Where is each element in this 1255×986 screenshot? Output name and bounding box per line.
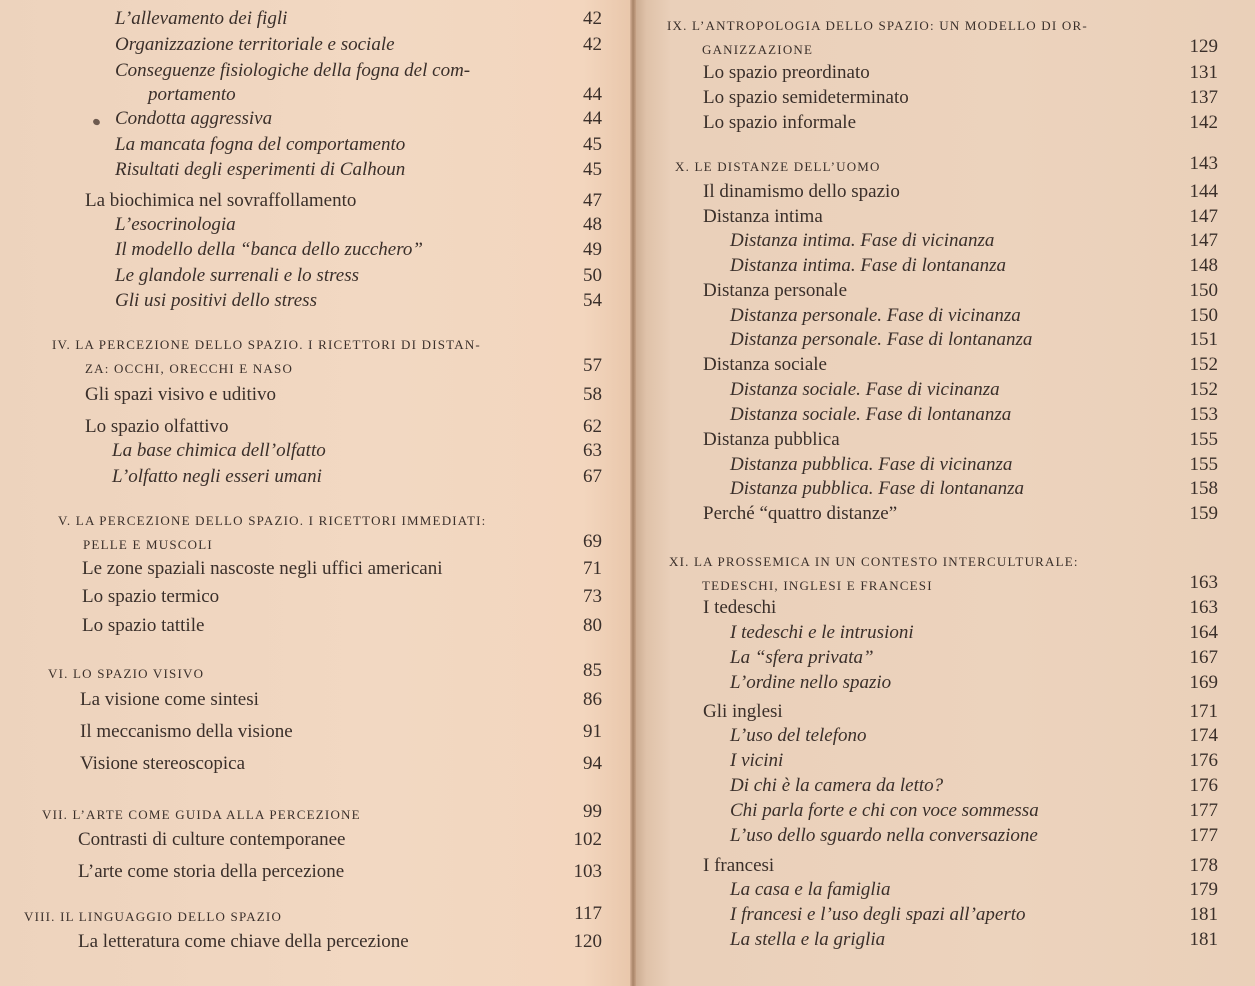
section-title: I francesi [703,855,775,876]
page-number: 158 [1189,478,1218,499]
section-title: L’uso dello sguardo nella conversazione [730,825,1038,846]
section-title: Il dinamismo dello spazio [703,181,900,202]
page-number: 174 [1189,725,1218,746]
section-title: Il modello della “banca dello zucchero” [115,239,423,260]
page-number: 163 [1189,572,1218,593]
page-number: 179 [1189,879,1218,900]
page-number: 47 [583,190,602,211]
page-number: 99 [583,801,602,822]
section-title: Le zone spaziali nascoste negli uffici americani [82,558,443,579]
page-number: 57 [583,355,602,376]
section-title: Conseguenze fisiologiche della fogna del com- [115,60,471,81]
page-number: 181 [1189,904,1218,925]
page-number: 144 [1189,181,1218,202]
page-number: 67 [583,466,602,487]
chapter-title: PELLE E MUSCOLI [83,537,213,552]
section-title: Distanza intima [703,206,823,227]
page-number: 120 [573,931,602,952]
section-title: Gli spazi visivo e uditivo [85,384,277,405]
section-title: Risultati degli esperimenti di Calhoun [115,159,406,180]
page-number: 44 [583,84,602,105]
section-title: Distanza pubblica [703,429,840,450]
page-number: 143 [1189,153,1218,174]
page-number: 45 [583,134,602,155]
section-title: Lo spazio semideterminato [703,87,909,108]
page-number: 142 [1189,112,1218,133]
section-title: La “sfera privata” [730,647,874,668]
section-title: L’ordine nello spazio [730,672,892,693]
section-title: La biochimica nel sovraffollamento [85,190,357,211]
section-title: Organizzazione territoriale e sociale [115,34,395,55]
page-number: 152 [1189,354,1218,375]
section-title: Contrasti di culture contemporanee [78,829,346,850]
page-number: 86 [583,689,602,710]
page-number: 159 [1189,503,1218,524]
section-title: La stella e la griglia [730,929,886,950]
section-title: Perché “quattro distanze” [703,503,898,524]
page-number: 150 [1189,305,1218,326]
page-number: 45 [583,159,602,180]
page-number: 176 [1189,750,1218,771]
section-title: La base chimica dell’olfatto [112,440,326,461]
section-title: Chi parla forte e chi con voce sommessa [730,800,1039,821]
page-number: 151 [1189,329,1218,350]
chapter-title: XI. LA PROSSEMICA IN UN CONTESTO INTERCULTURALE: [669,554,1079,569]
section-title: Gli inglesi [703,701,783,722]
section-title: portamento [148,84,236,105]
page-number: 71 [583,558,602,579]
section-title: Il meccanismo della visione [80,721,293,742]
section-title: Lo spazio olfattivo [85,416,229,437]
page-number: 171 [1189,701,1218,722]
page-number: 117 [574,903,602,924]
chapter-title: X. LE DISTANZE DELL’UOMO [675,159,881,174]
page-number: 85 [583,660,602,681]
section-title: I tedeschi [703,597,777,618]
page-number: 178 [1189,855,1218,876]
page-number: 150 [1189,280,1218,301]
section-title: Distanza personale [703,280,848,301]
page-number: 69 [583,531,602,552]
page-number: 155 [1189,454,1218,475]
section-title: L’uso del telefono [730,725,867,746]
page-number: 129 [1189,36,1218,57]
chapter-title: ZA: OCCHI, ORECCHI E NASO [85,361,294,376]
section-title: Distanza intima. Fase di lontananza [730,255,1007,276]
page-number: 181 [1189,929,1218,950]
section-title: I francesi e l’uso degli spazi all’aperto [730,904,1026,925]
page-number: 131 [1189,62,1218,83]
section-title: Distanza personale. Fase di vicinanza [730,305,1021,326]
page-number: 94 [583,753,602,774]
section-title: Lo spazio preordinato [703,62,870,83]
section-title: Distanza pubblica. Fase di lontananza [730,478,1024,499]
section-title: Distanza personale. Fase di lontananza [730,329,1033,350]
section-title: L’allevamento dei figli [115,8,288,29]
chapter-title: IX. L’ANTROPOLOGIA DELLO SPAZIO: UN MODELLO DI OR- [667,18,1088,33]
chapter-title: VII. L’ARTE COME GUIDA ALLA PERCEZIONE [42,807,361,822]
section-title: L’arte come storia della percezione [78,861,345,882]
page-number: 91 [583,721,602,742]
section-title: Di chi è la camera da letto? [730,775,944,796]
section-title: L’olfatto negli esseri umani [112,466,322,487]
section-title: Distanza pubblica. Fase di vicinanza [730,454,1013,475]
page-number: 49 [583,239,602,260]
section-title: Lo spazio informale [703,112,857,133]
page-number: 176 [1189,775,1218,796]
section-title: I vicini [730,750,784,771]
page-number: 54 [583,290,602,311]
section-title: Distanza sociale [703,354,827,375]
page-number: 177 [1189,825,1218,846]
page-number: 42 [583,8,602,29]
page-number: 153 [1189,404,1218,425]
section-title: Distanza sociale. Fase di vicinanza [730,379,1000,400]
page-number: 137 [1189,87,1218,108]
page-number: 103 [573,861,602,882]
section-title: Lo spazio termico [82,586,220,607]
page-number: 80 [583,615,602,636]
section-title: La letteratura come chiave della percezione [78,931,409,952]
page-number: 147 [1189,230,1218,251]
page-number: 164 [1189,622,1218,643]
chapter-title: IV. LA PERCEZIONE DELLO SPAZIO. I RICETTORI DI DISTAN- [52,337,481,352]
page-number: 58 [583,384,602,405]
section-title: La casa e la famiglia [730,879,891,900]
page-number: 147 [1189,206,1218,227]
page-number: 167 [1189,647,1218,668]
page-number: 62 [583,416,602,437]
chapter-title: GANIZZAZIONE [702,42,814,57]
page-number: 44 [583,108,602,129]
section-title: La visione come sintesi [80,689,259,710]
section-title: Gli usi positivi dello stress [115,290,317,311]
section-title: I tedeschi e le intrusioni [730,622,914,643]
chapter-title: VI. LO SPAZIO VISIVO [48,666,205,681]
section-title: Visione stereoscopica [80,753,246,774]
chapter-title: V. LA PERCEZIONE DELLO SPAZIO. I RICETTORI IMMEDIATI: [58,513,487,528]
page-number: 73 [583,586,602,607]
page-number: 155 [1189,429,1218,450]
page-number: 50 [583,265,602,286]
page-number: 152 [1189,379,1218,400]
page-number: 177 [1189,800,1218,821]
page-number: 63 [583,440,602,461]
page-number: 163 [1189,597,1218,618]
chapter-title: VIII. IL LINGUAGGIO DELLO SPAZIO [24,909,283,924]
section-title: Condotta aggressiva [115,108,273,129]
page-number: 42 [583,34,602,55]
section-title: L’esocrinologia [115,214,236,235]
book-gutter [630,0,636,986]
page-number: 48 [583,214,602,235]
section-title: Distanza intima. Fase di vicinanza [730,230,995,251]
section-title: Lo spazio tattile [82,615,205,636]
page-number: 102 [573,829,602,850]
section-title: Le glandole surrenali e lo stress [115,265,360,286]
section-title: La mancata fogna del comportamento [115,134,406,155]
page-number: 169 [1189,672,1218,693]
page-number: 148 [1189,255,1218,276]
section-title: Distanza sociale. Fase di lontananza [730,404,1012,425]
chapter-title: TEDESCHI, INGLESI E FRANCESI [702,578,933,593]
